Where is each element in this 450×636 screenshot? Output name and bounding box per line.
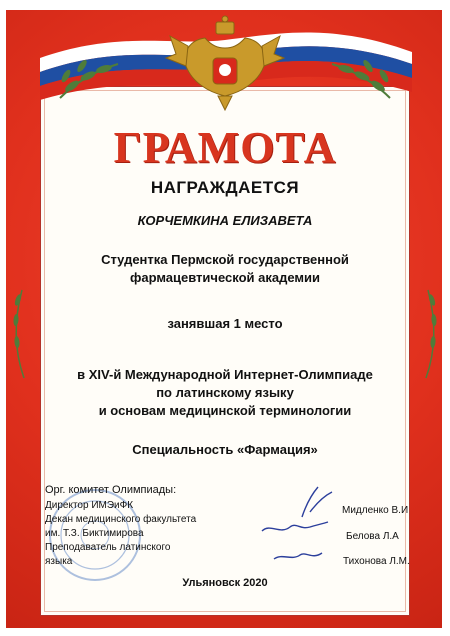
olympiad-line-2: по латинскому языку bbox=[156, 385, 294, 400]
affiliation-line-1: Студентка Пермской государственной bbox=[101, 252, 349, 267]
organizer-line: им. Т.З. Биктимирова bbox=[45, 528, 144, 539]
organizer-line: Декан медицинского факультета bbox=[45, 514, 197, 525]
organizing-committee-label: Орг. комитет Олимпиады: bbox=[45, 484, 177, 496]
affiliation-line-2: фармацевтической академии bbox=[129, 270, 321, 285]
awarded-heading: НАГРАЖДАЕТСЯ bbox=[150, 178, 300, 197]
certificate-title: ГРАМОТА bbox=[113, 123, 337, 172]
olympiad-line-1: в XIV-й Международной Интернет-Олимпиаде bbox=[77, 367, 373, 382]
signature-icon bbox=[262, 487, 332, 559]
signatory-name: Тихонова Л.М. bbox=[343, 556, 410, 567]
place-text: занявшая 1 место bbox=[167, 316, 283, 331]
city-year: Ульяновск 2020 bbox=[182, 577, 268, 589]
russian-coat-of-arms-icon bbox=[166, 16, 284, 110]
signatory-name: Мидленко В.И bbox=[342, 505, 409, 516]
recipient-name: КОРЧЕМКИНА ЕЛИЗАВЕТА bbox=[137, 213, 313, 228]
specialty-text: Специальность «Фармация» bbox=[132, 442, 318, 457]
signatory-name: Белова Л.А bbox=[346, 531, 399, 542]
organizer-line: Преподаватель латинского bbox=[45, 542, 171, 553]
olympiad-line-3: и основам медицинской терминологии bbox=[98, 403, 352, 418]
organizer-line: Директор ИМЭиФК bbox=[45, 500, 134, 511]
organizer-line: языка bbox=[45, 556, 73, 567]
